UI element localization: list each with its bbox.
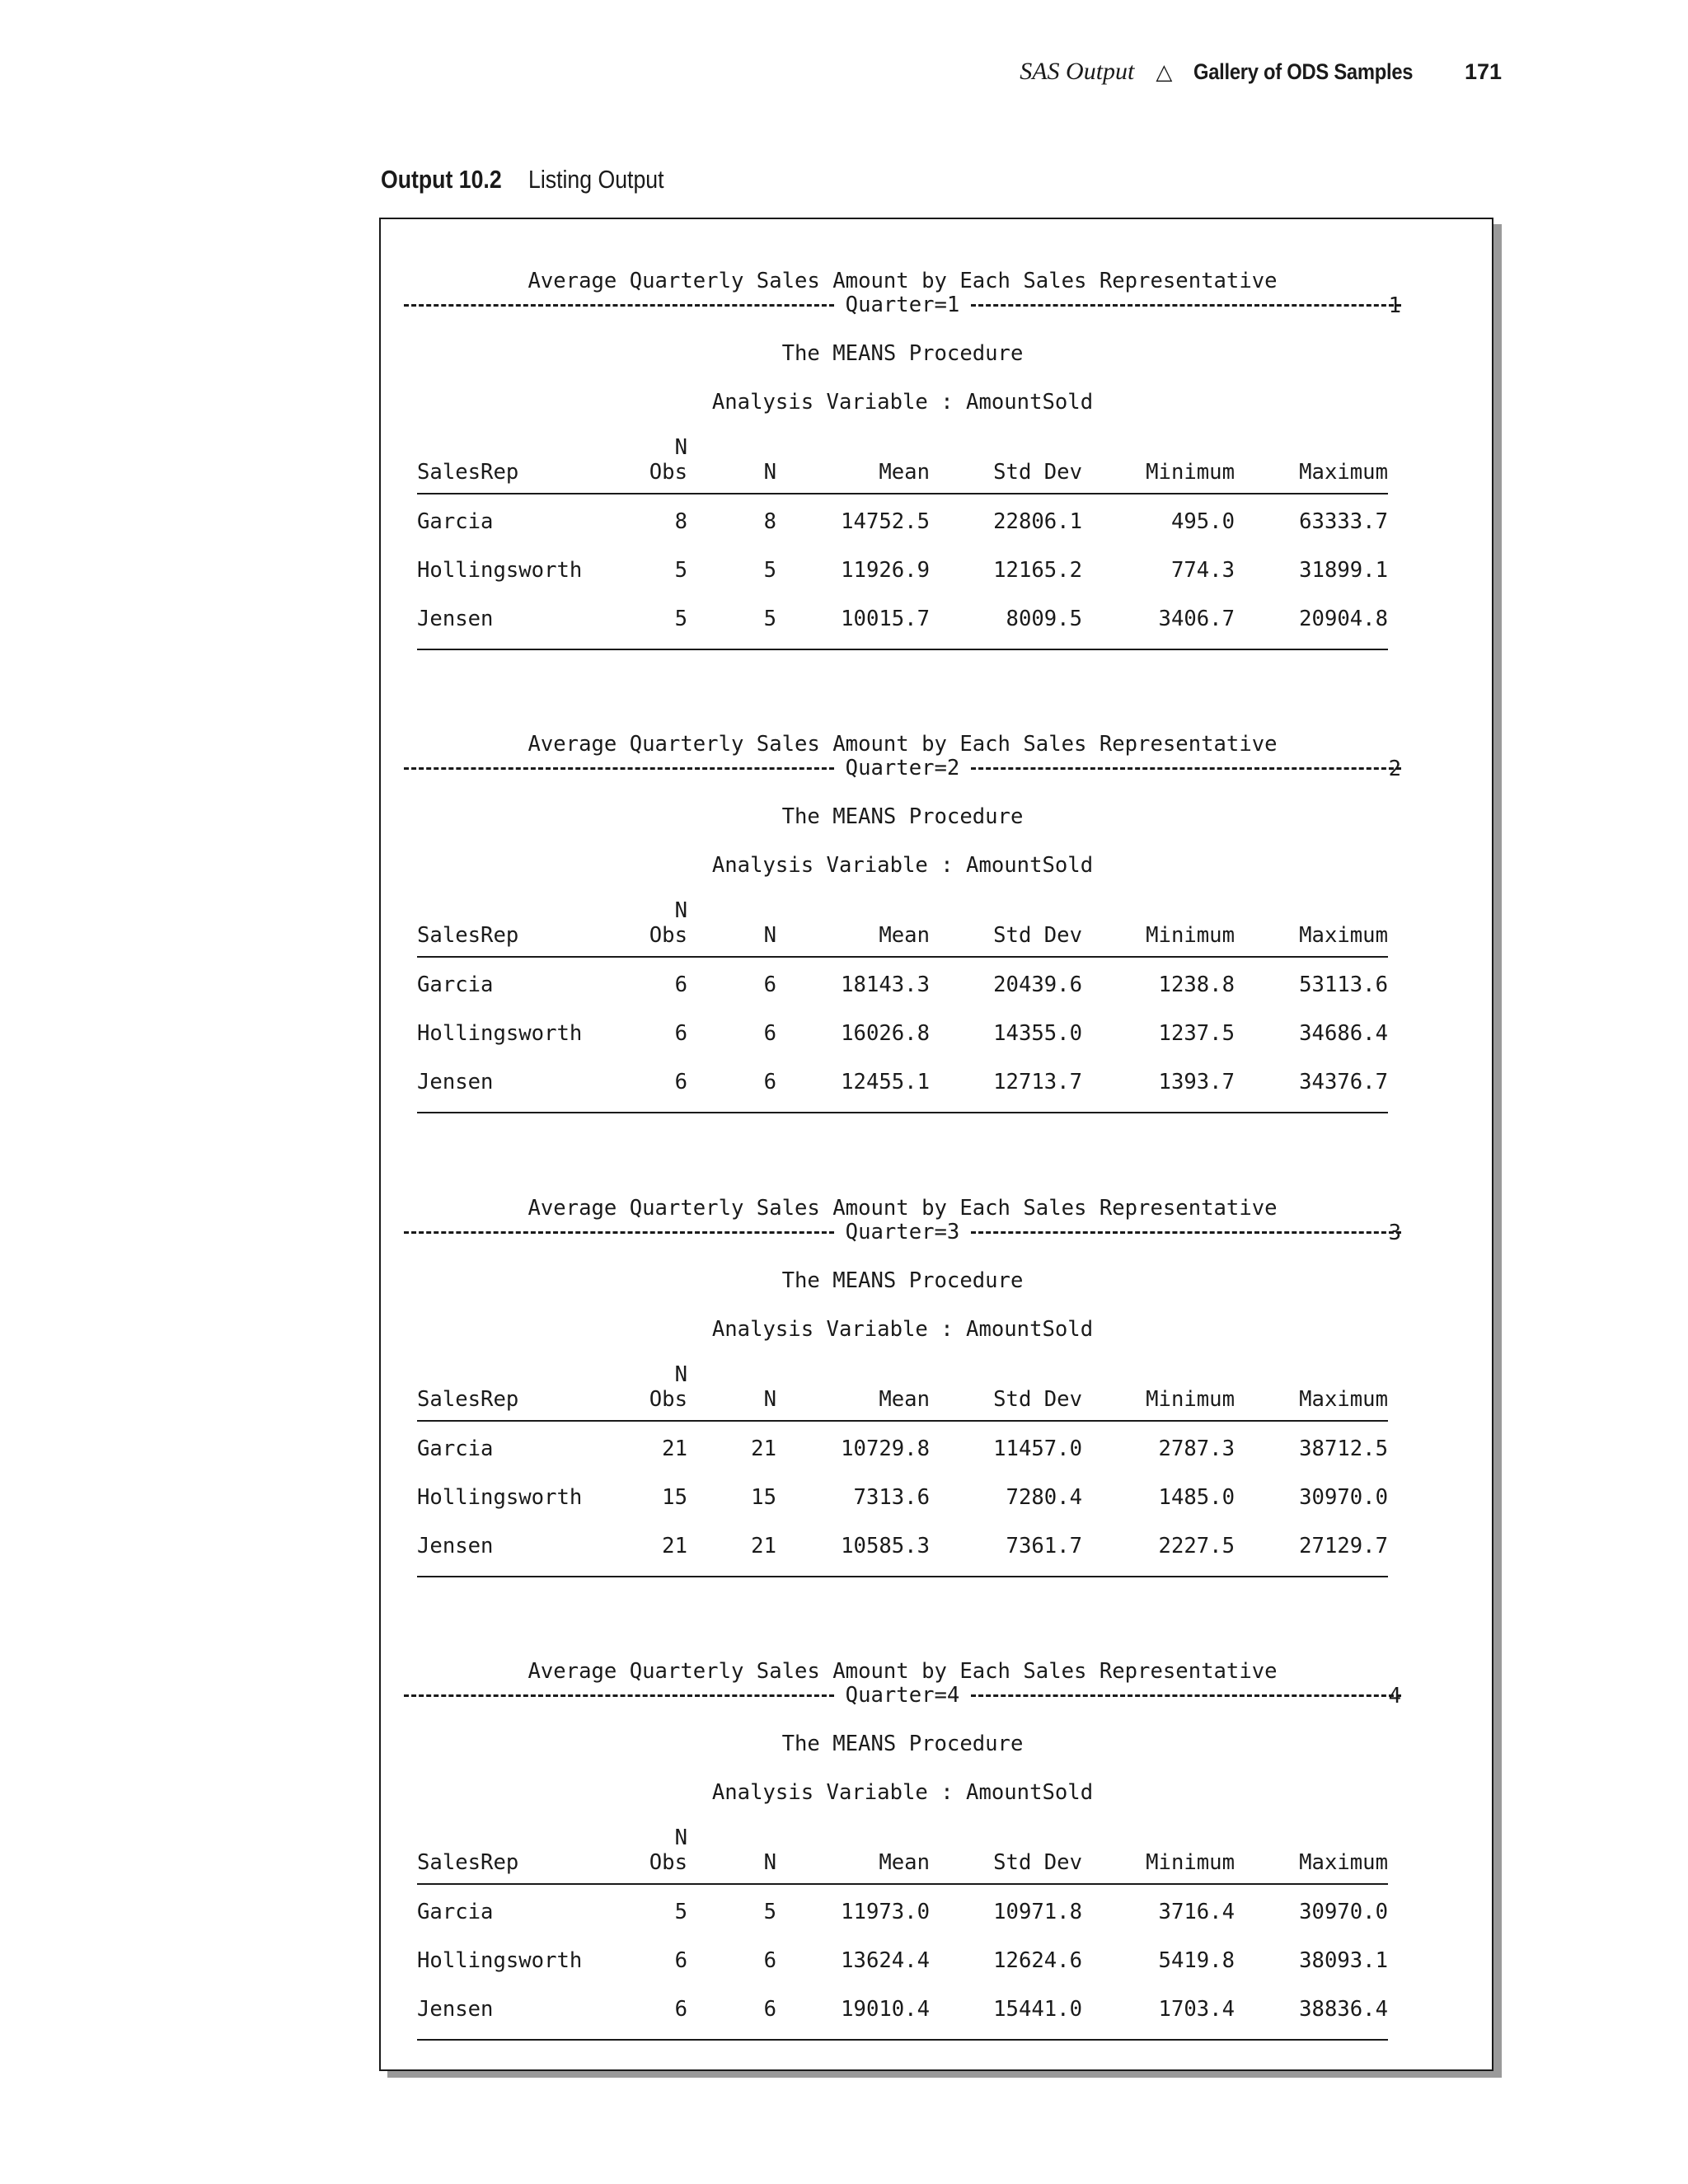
header-mean: Mean [879, 923, 930, 948]
cell-salesrep: Jensen [417, 607, 494, 631]
analysis-variable: Analysis Variable : AmountSold [711, 1780, 1094, 1805]
caption-label: Output 10.2 [381, 165, 502, 194]
cell-mean: 19010.4 [841, 1997, 930, 2022]
dash-rule-left [404, 1231, 834, 1234]
table-header [417, 898, 1388, 958]
cell-mean: 16026.8 [841, 1021, 930, 1046]
analysis-variable: Analysis Variable : AmountSold [711, 390, 1094, 415]
dash-rule-left [404, 767, 834, 770]
header-salesrep: SalesRep [417, 923, 519, 948]
cell-maximum: 27129.7 [1299, 1534, 1388, 1558]
cell-minimum: 2227.5 [1158, 1534, 1235, 1558]
cell-n-obs: 21 [662, 1534, 687, 1558]
by-group-line [404, 293, 1401, 317]
cell-n: 15 [751, 1485, 776, 1510]
table-row [417, 1519, 1388, 1568]
cell-mean: 10729.8 [841, 1436, 930, 1461]
cell-salesrep: Hollingsworth [417, 558, 583, 583]
cell-salesrep: Jensen [417, 1070, 494, 1094]
stats-table [417, 1825, 1388, 2041]
by-group-label: Quarter=3 [845, 1220, 960, 1244]
header-maximum: Maximum [1299, 1850, 1388, 1875]
header-maximum: Maximum [1299, 460, 1388, 485]
cell-minimum: 1485.0 [1158, 1485, 1235, 1510]
table-row [417, 1470, 1388, 1519]
header-std-dev: Std Dev [993, 1850, 1082, 1875]
table-row [417, 1982, 1388, 2031]
table-body [417, 958, 1388, 1104]
cell-std-dev: 7280.4 [1006, 1485, 1082, 1510]
cell-n: 6 [763, 1021, 776, 1046]
procedure-title: The MEANS Procedure [781, 1732, 1024, 1756]
listing-page-number: 4 [1388, 1684, 1401, 1708]
cell-n-obs: 6 [674, 972, 687, 997]
output-caption [381, 165, 686, 194]
table-header [417, 1825, 1388, 1885]
by-group-label: Quarter=1 [845, 293, 960, 317]
header-salesrep: SalesRep [417, 1850, 519, 1875]
cell-n: 5 [763, 558, 776, 583]
cell-n-obs: 5 [674, 1900, 687, 1924]
cell-std-dev: 7361.7 [1006, 1534, 1082, 1558]
listing-title: Average Quarterly Sales Amount by Each Sales Representative [528, 732, 1278, 757]
header-n: N [763, 923, 776, 948]
by-group-line [404, 756, 1401, 780]
header-mean: Mean [879, 1387, 930, 1412]
cell-minimum: 1703.4 [1158, 1997, 1235, 2022]
header-n-obs-top: N [674, 435, 687, 460]
dash-rule-left [404, 304, 834, 307]
cell-minimum: 5419.8 [1158, 1948, 1235, 1973]
cell-maximum: 38093.1 [1299, 1948, 1388, 1973]
procedure-title: The MEANS Procedure [781, 1268, 1024, 1293]
cell-n-obs: 8 [674, 509, 687, 534]
header-n-obs-top: N [674, 1825, 687, 1850]
header-mean: Mean [879, 460, 930, 485]
cell-salesrep: Hollingsworth [417, 1948, 583, 1973]
cell-n-obs: 21 [662, 1436, 687, 1461]
cell-n: 5 [763, 1900, 776, 1924]
header-n-obs-top: N [674, 1362, 687, 1387]
header-minimum: Minimum [1146, 1387, 1235, 1412]
cell-n: 6 [763, 1070, 776, 1094]
cell-mean: 10015.7 [841, 607, 930, 631]
cell-maximum: 34686.4 [1299, 1021, 1388, 1046]
procedure-title: The MEANS Procedure [781, 804, 1024, 829]
procedure-title: The MEANS Procedure [781, 341, 1024, 366]
cell-maximum: 38712.5 [1299, 1436, 1388, 1461]
by-group-label: Quarter=2 [845, 756, 960, 780]
table-row [417, 1933, 1388, 1982]
dash-rule-right [971, 1694, 1401, 1697]
cell-mean: 7313.6 [853, 1485, 930, 1510]
header-std-dev: Std Dev [993, 923, 1082, 948]
running-header [1020, 58, 1502, 86]
header-n-obs: Obs [649, 460, 687, 485]
header-n-obs: Obs [649, 1850, 687, 1875]
table-bottom-rule [417, 1576, 1388, 1577]
cell-n: 21 [751, 1436, 776, 1461]
header-n-obs-top: N [674, 898, 687, 923]
cell-maximum: 30970.0 [1299, 1900, 1388, 1924]
cell-n: 6 [763, 972, 776, 997]
cell-salesrep: Garcia [417, 972, 494, 997]
table-row [417, 958, 1388, 1006]
table-row [417, 1006, 1388, 1055]
header-maximum: Maximum [1299, 923, 1388, 948]
table-header [417, 435, 1388, 494]
cell-n: 6 [763, 1997, 776, 2022]
cell-std-dev: 22806.1 [993, 509, 1082, 534]
cell-maximum: 20904.8 [1299, 607, 1388, 631]
cell-salesrep: Jensen [417, 1997, 494, 2022]
table-row [417, 1422, 1388, 1470]
dash-rule-right [971, 767, 1401, 770]
cell-std-dev: 12713.7 [993, 1070, 1082, 1094]
cell-n: 5 [763, 607, 776, 631]
cell-maximum: 53113.6 [1299, 972, 1388, 997]
cell-salesrep: Garcia [417, 1900, 494, 1924]
cell-std-dev: 15441.0 [993, 1997, 1082, 2022]
header-mean: Mean [879, 1850, 930, 1875]
cell-minimum: 3716.4 [1158, 1900, 1235, 1924]
header-n-obs: Obs [649, 1387, 687, 1412]
listing-title: Average Quarterly Sales Amount by Each Sales Representative [528, 1196, 1278, 1221]
cell-minimum: 3406.7 [1158, 607, 1235, 631]
stats-table [417, 898, 1388, 1113]
table-body [417, 1885, 1388, 2031]
triangle-separator-icon: △ [1156, 60, 1173, 85]
cell-mean: 12455.1 [841, 1070, 930, 1094]
cell-n-obs: 15 [662, 1485, 687, 1510]
dash-rule-left [404, 1694, 834, 1697]
dash-rule-right [971, 1231, 1401, 1234]
cell-maximum: 30970.0 [1299, 1485, 1388, 1510]
cell-n: 21 [751, 1534, 776, 1558]
cell-maximum: 63333.7 [1299, 509, 1388, 534]
header-salesrep: SalesRep [417, 460, 519, 485]
header-n: N [763, 460, 776, 485]
table-row [417, 494, 1388, 543]
table-body [417, 494, 1388, 640]
header-salesrep: SalesRep [417, 1387, 519, 1412]
cell-salesrep: Garcia [417, 1436, 494, 1461]
cell-std-dev: 11457.0 [993, 1436, 1082, 1461]
stats-table [417, 435, 1388, 650]
cell-salesrep: Garcia [417, 509, 494, 534]
running-header-chapter: Gallery of ODS Samples [1193, 59, 1414, 84]
table-bottom-rule [417, 2039, 1388, 2041]
cell-mean: 11973.0 [841, 1900, 930, 1924]
by-group-line [404, 1683, 1401, 1708]
table-row [417, 1055, 1388, 1104]
cell-minimum: 1393.7 [1158, 1070, 1235, 1094]
analysis-variable: Analysis Variable : AmountSold [711, 1317, 1094, 1342]
cell-std-dev: 12624.6 [993, 1948, 1082, 1973]
analysis-variable: Analysis Variable : AmountSold [711, 853, 1094, 878]
cell-n-obs: 5 [674, 558, 687, 583]
table-row [417, 592, 1388, 640]
cell-n-obs: 5 [674, 607, 687, 631]
page-number: 171 [1464, 59, 1502, 84]
listing-title: Average Quarterly Sales Amount by Each Sales Representative [528, 1659, 1278, 1684]
by-group-label: Quarter=4 [845, 1683, 960, 1708]
cell-salesrep: Jensen [417, 1534, 494, 1558]
cell-minimum: 495.0 [1170, 509, 1235, 534]
cell-std-dev: 14355.0 [993, 1021, 1082, 1046]
cell-minimum: 1237.5 [1158, 1021, 1235, 1046]
cell-maximum: 31899.1 [1299, 558, 1388, 583]
cell-mean: 18143.3 [841, 972, 930, 997]
caption-title: Listing Output [528, 165, 664, 194]
cell-std-dev: 20439.6 [993, 972, 1082, 997]
cell-n-obs: 6 [674, 1021, 687, 1046]
cell-salesrep: Hollingsworth [417, 1485, 583, 1510]
cell-n: 8 [763, 509, 776, 534]
cell-mean: 10585.3 [841, 1534, 930, 1558]
listing-output-box [379, 218, 1493, 2071]
header-n: N [763, 1387, 776, 1412]
header-minimum: Minimum [1146, 1850, 1235, 1875]
table-row [417, 1885, 1388, 1933]
table-body [417, 1422, 1388, 1568]
cell-maximum: 34376.7 [1299, 1070, 1388, 1094]
cell-mean: 13624.4 [841, 1948, 930, 1973]
dash-rule-right [971, 304, 1401, 307]
header-minimum: Minimum [1146, 460, 1235, 485]
listing-page-number: 1 [1388, 293, 1401, 318]
by-group-line [404, 1220, 1401, 1244]
cell-n-obs: 6 [674, 1948, 687, 1973]
table-row [417, 543, 1388, 592]
header-n: N [763, 1850, 776, 1875]
cell-mean: 14752.5 [841, 509, 930, 534]
cell-salesrep: Hollingsworth [417, 1021, 583, 1046]
cell-mean: 11926.9 [841, 558, 930, 583]
listing-page-number: 2 [1388, 757, 1401, 781]
stats-table [417, 1362, 1388, 1577]
cell-std-dev: 10971.8 [993, 1900, 1082, 1924]
cell-n-obs: 6 [674, 1997, 687, 2022]
header-std-dev: Std Dev [993, 460, 1082, 485]
cell-std-dev: 8009.5 [1006, 607, 1082, 631]
header-std-dev: Std Dev [993, 1387, 1082, 1412]
cell-minimum: 1238.8 [1158, 972, 1235, 997]
listing-title: Average Quarterly Sales Amount by Each Sales Representative [528, 269, 1278, 293]
header-maximum: Maximum [1299, 1387, 1388, 1412]
cell-minimum: 774.3 [1170, 558, 1235, 583]
table-bottom-rule [417, 649, 1388, 650]
cell-maximum: 38836.4 [1299, 1997, 1388, 2022]
cell-n: 6 [763, 1948, 776, 1973]
cell-minimum: 2787.3 [1158, 1436, 1235, 1461]
cell-n-obs: 6 [674, 1070, 687, 1094]
table-header [417, 1362, 1388, 1422]
running-header-section: SAS Output [1020, 58, 1135, 85]
table-bottom-rule [417, 1112, 1388, 1113]
cell-std-dev: 12165.2 [993, 558, 1082, 583]
header-minimum: Minimum [1146, 923, 1235, 948]
listing-page-number: 3 [1388, 1221, 1401, 1245]
header-n-obs: Obs [649, 923, 687, 948]
